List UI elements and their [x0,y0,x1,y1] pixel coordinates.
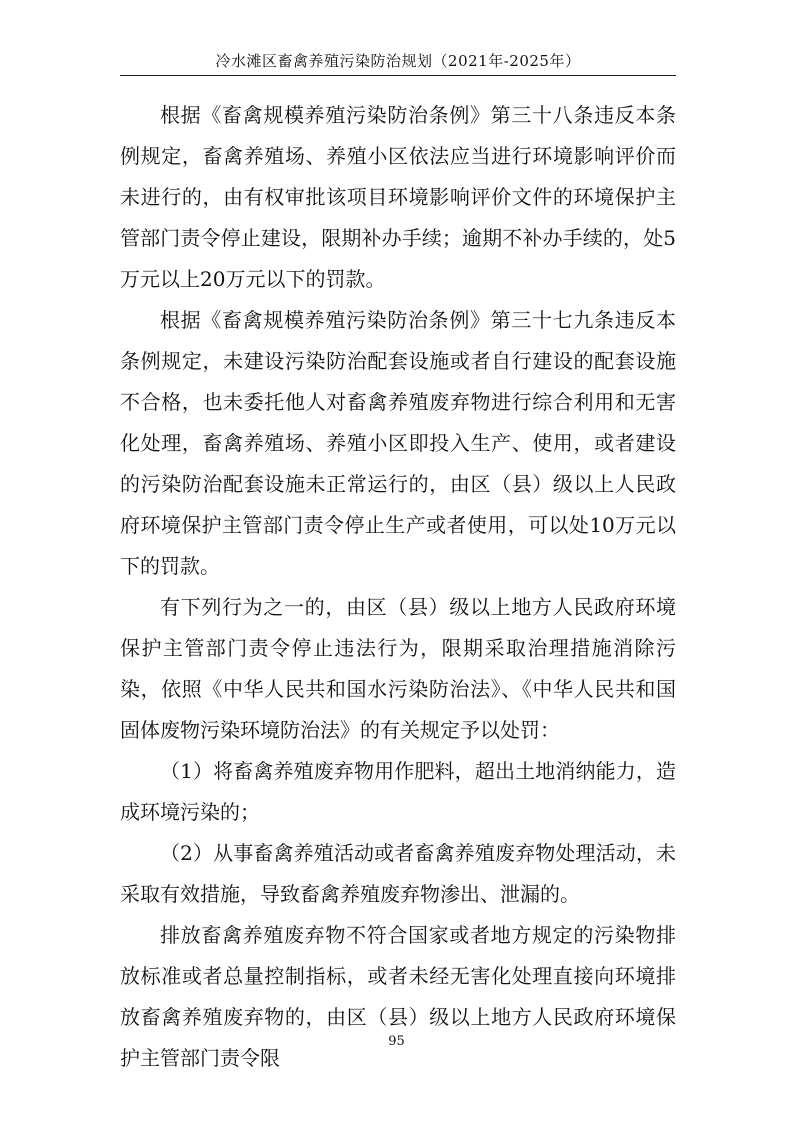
running-header: 冷水滩区畜禽养殖污染防治规划（2021年-2025年） [215,52,581,70]
list-item-1: （1）将畜禽养殖废弃物用作肥料，超出土地消纳能力，造成环境污染的； [120,759,676,824]
paragraph-violations-intro: 有下列行为之一的，由区（县）级以上地方人民政府环境保护主管部门责令停止违法行为，限期采取治理措施消除污染，依照《中华人民共和国水污染防治法》、《中华人民共和国固体废物污染环境防治法》的有关规定予以处罚： [120,595,676,742]
document-body [120,95,676,1079]
paragraph-discharge: 排放畜禽养殖废弃物不符合国家或者地方规定的污染物排放标准或者总量控制指标，或者未经无害化处理直接向环境排放畜禽养殖废弃物的，由区（县）级以上地方人民政府环境保护主管部门责令限 [120,923,676,1070]
page-number: 95 [388,1034,405,1049]
list-item-2: （2）从事畜禽养殖活动或者畜禽养殖废弃物处理活动，未采取有效措施，导致畜禽养殖废弃物渗出、泄漏的。 [120,841,676,906]
paragraph-article-39: 根据《畜禽规模养殖污染防治条例》第三十七九条违反本条例规定，未建设污染防治配套设施或者自行建设的配套设施不合格，也未委托他人对畜禽养殖废弃物进行综合利用和无害化处理，畜禽养殖场、养殖小区即投入生产、使用，或者建设的污染防治配套设施未正常运行的，由区（县）级以上人民政府环境保护主管部门责令停止生产或者使用，可以处10万元以下的罚款。 [120,308,676,578]
paragraph-article-38: 根据《畜禽规模养殖污染防治条例》第三十八条违反本条例规定，畜禽养殖场、养殖小区依法应当进行环境影响评价而未进行的，由有权审批该项目环境影响评价文件的环境保护主管部门责令停止建设，限期补办手续；逾期不补办手续的，处5万元以上20万元以下的罚款。 [120,103,676,291]
header-divider [120,75,676,76]
